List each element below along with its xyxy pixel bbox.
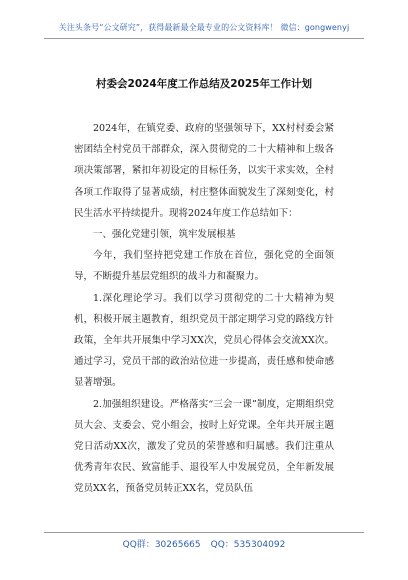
footer-divider bbox=[44, 532, 364, 533]
list-item-2: 2.加强组织建设。严格落实“三会一课”制度，定期组织党员大会、支委会、党小组会，按时上好党课。全年共开展主题党日活动XX次，激发了党员的荣誉感和归属感。我们注重从优秀青年农民、致富能手、退役军人中发展党员，全年新发展党员XX名，预备党员转正XX名，党员队伍 bbox=[74, 398, 334, 495]
qq-number: 535304092 bbox=[233, 540, 286, 550]
section-heading: 一、强化党建引领，筑牢发展根基 bbox=[93, 229, 236, 241]
document-body bbox=[74, 118, 334, 500]
document-title: 村委会2024年度工作总结及2025年工作计划 bbox=[96, 78, 312, 90]
top-banner: 关注头条号“公文研究”，获得最新最全最专业的公文资料库！ 微信：gongwenyj bbox=[58, 23, 350, 32]
qq-label: QQ： bbox=[210, 540, 234, 550]
footer bbox=[0, 537, 408, 550]
list-item-1: 1.深化理论学习。我们以学习贯彻党的二十大精神为契机，积极开展主题教育，组织党员干部定期学习党的路线方针政策，全年共开展集中学习XX次，党员心得体会交流XX次。通过学习，党员干部的政治站位进一步提高，责任感和使命感显著增强。 bbox=[74, 292, 334, 389]
section-paragraph: 今年，我们坚持把党建工作放在首位，强化党的全面领导，不断提升基层党组织的战斗力和凝聚力。 bbox=[74, 250, 334, 283]
qq-group-number: 30265665 bbox=[154, 540, 201, 550]
intro-paragraph: 2024年，在镇党委、政府的坚强领导下，XX村村委会紧密团结全村党员干部群众，深入贯彻党的二十大精神和上级各项决策部署，紧扣年初设定的目标任务，以实干求实效，全村各项工作取得了显著成绩，村庄整体面貌发生了深刻变化，村民生活水平持续提升。现将2024年度工作总结如下： bbox=[74, 123, 334, 219]
qq-group-label: QQ群： bbox=[122, 540, 155, 550]
header-divider bbox=[44, 38, 364, 39]
